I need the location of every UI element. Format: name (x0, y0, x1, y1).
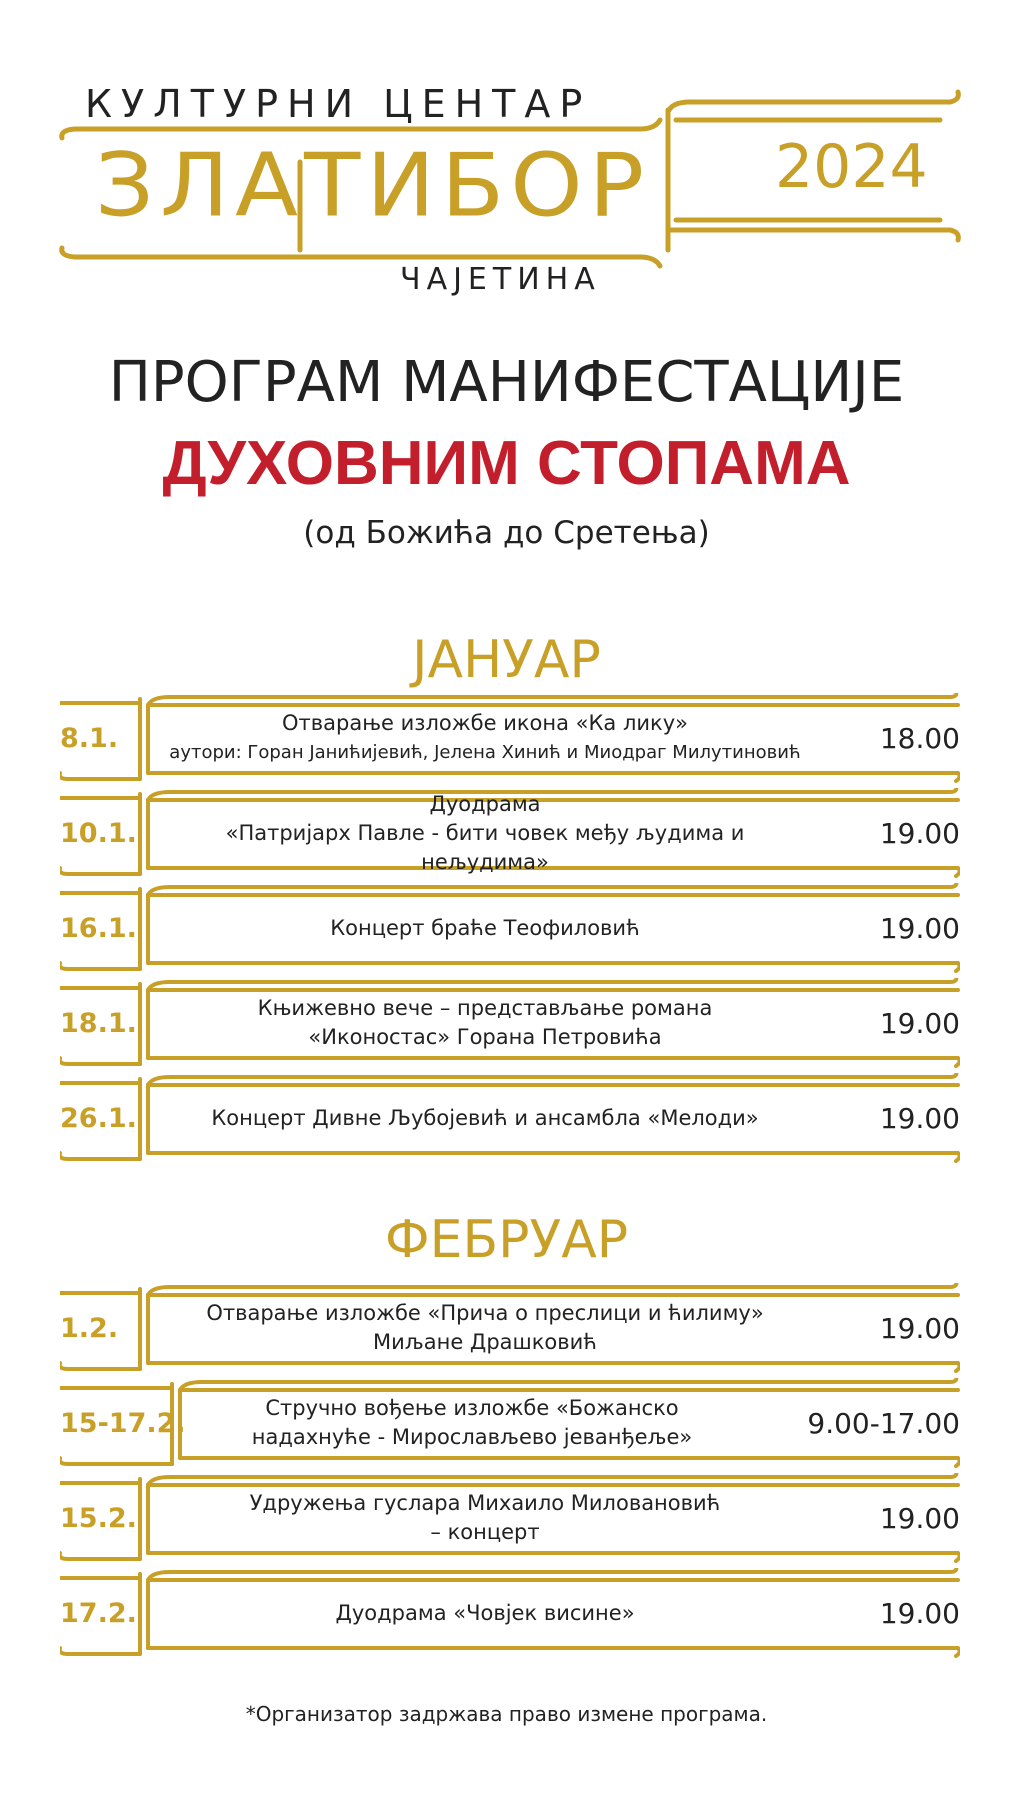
event-description (160, 1290, 810, 1366)
event-date: 26.1. (60, 1102, 137, 1134)
event-description (160, 890, 810, 966)
event-title: Отварање изложбе «Прича о преслици и ћилиму» (206, 1301, 764, 1325)
event-date: 15.2. (60, 1502, 137, 1534)
event-row (60, 791, 960, 874)
event-description (192, 1385, 752, 1461)
period-label: (од Божића до Сретења) (303, 515, 710, 551)
event-row (60, 985, 960, 1061)
footer-note: *Организатор задржава право измене програма. (245, 1702, 768, 1726)
event-row (60, 1290, 960, 1366)
event-row (60, 1385, 960, 1461)
event-title: Отварање изложбе икона «Ка лику» (281, 711, 688, 735)
event-time: 9.00-17.00 (807, 1406, 960, 1440)
event-row (60, 1080, 960, 1156)
event-date: 1.2. (60, 1312, 119, 1344)
event-description (160, 1080, 810, 1156)
event-description (160, 791, 810, 874)
event-title: Удружења гуслара Михаило Миловановић (249, 1491, 721, 1515)
event-description (160, 1575, 810, 1651)
event-detail: – концерт (430, 1520, 540, 1544)
event-date: 16.1. (60, 912, 137, 944)
event-title: Стручно вођење изложбе «Божанско (265, 1396, 679, 1420)
program-title: ПРОГРАМ МАНИФЕСТАЦИЈЕ (108, 350, 905, 415)
org-top-text: КУЛТУРНИ ЦЕНТАР (85, 82, 592, 126)
event-time: 19.00 (879, 1501, 960, 1535)
event-description (160, 700, 810, 776)
event-detail: Миљане Драшковић (373, 1330, 597, 1354)
event-title: Концерт браће Теофиловић (330, 915, 640, 940)
event-row (60, 890, 960, 966)
event-time: 19.00 (879, 1101, 960, 1135)
event-row (60, 1575, 960, 1651)
month-february: ФЕБРУАР (384, 1210, 629, 1270)
event-description (160, 1480, 810, 1556)
year-label: 2024 (775, 132, 928, 202)
event-time: 19.00 (879, 1596, 960, 1630)
event-detail: надахнуће - Мирослављево јеванђеље» (251, 1425, 693, 1449)
event-title: Концерт Дивне Љубојевић и ансамбла «Мелоди» (211, 1105, 759, 1130)
event-row (60, 1480, 960, 1556)
event-detail: «Иконостас» Горана Петровића (308, 1025, 662, 1049)
event-date: 17.2. (60, 1597, 137, 1629)
org-bottom-text: ЧАЈЕТИНА (400, 262, 601, 297)
event-time: 19.00 (879, 816, 960, 850)
event-time: 18.00 (879, 721, 960, 755)
event-date: 18.1. (60, 1007, 137, 1039)
event-date: 8.1. (60, 722, 119, 754)
month-january: ЈАНУАР (412, 630, 601, 690)
event-date: 15-17.2. (60, 1407, 186, 1439)
event-title: Дуодрама «Човјек висине» (335, 1600, 635, 1625)
org-logo-name: ЗЛАТИБОР (95, 134, 651, 237)
manifestation-name: ДУХОВНИМ СТОПАМА (162, 429, 851, 498)
event-time: 19.00 (879, 911, 960, 945)
event-date: 10.1. (60, 817, 137, 849)
event-description (160, 985, 810, 1061)
event-detail: аутори: Горан Јанићијевић, Јелена Хинић и Миодраг Милутиновић (169, 742, 801, 763)
event-title: Књижевно вече – представљање романа (257, 996, 713, 1020)
event-title: Дуодрама (429, 791, 541, 816)
event-row (60, 700, 960, 776)
event-time: 19.00 (879, 1311, 960, 1345)
event-time: 19.00 (879, 1006, 960, 1040)
event-detail: «Патријарх Павле - бити човек међу људима и нељудима» (225, 820, 745, 874)
